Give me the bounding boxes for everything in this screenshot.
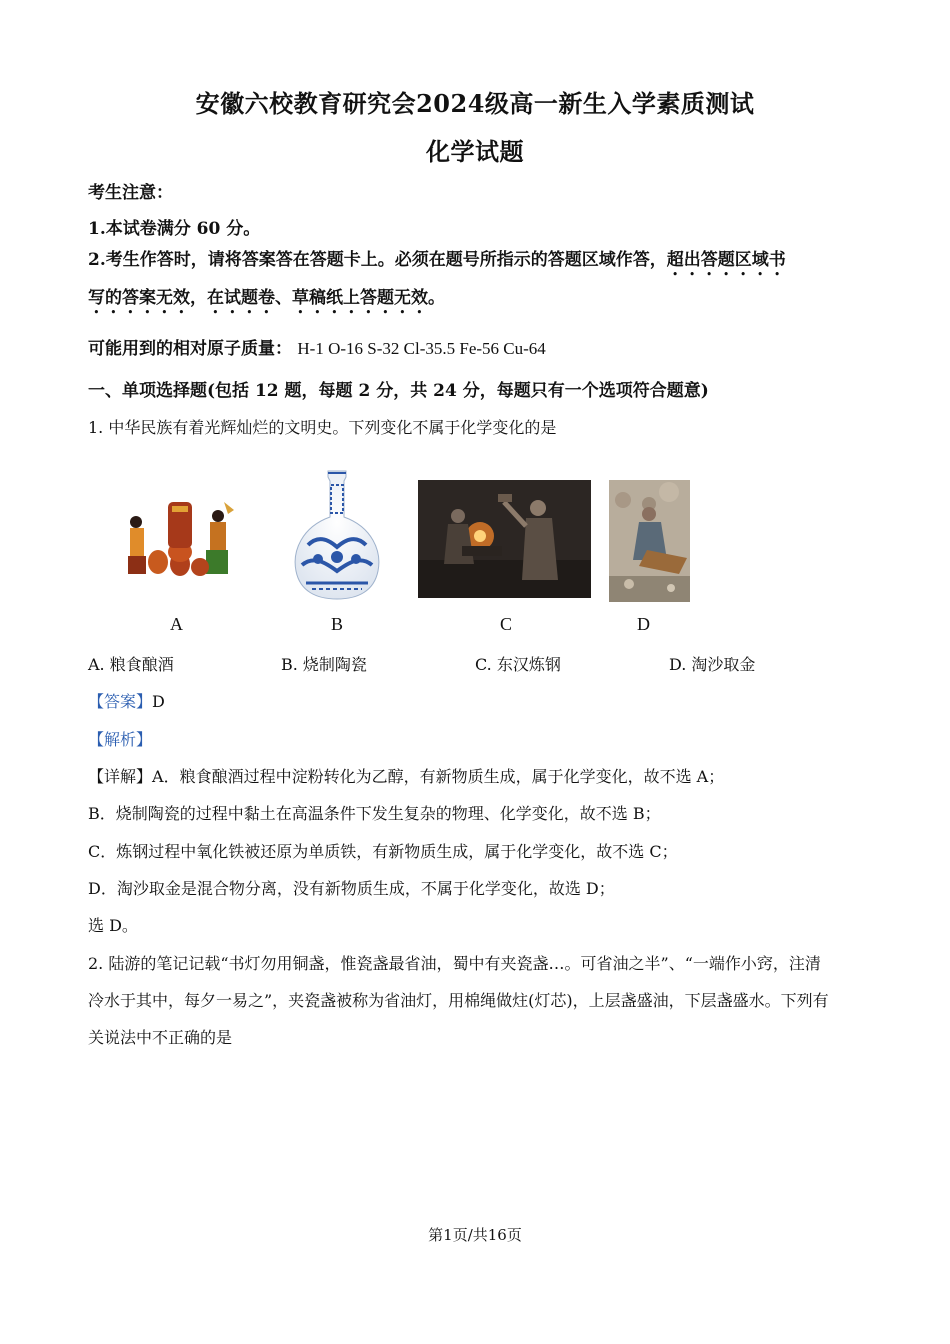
question-2-line-1: 2. 陆游的笔记记载“书灯勿用铜盏，惟瓷盏最省油，蜀中有夹瓷盏…。可省油之半”、“一端作小窍，注清 <box>88 954 821 973</box>
detail-c: C．炼钢过程中氧化铁被还原为单质铁，有新物质生成，属于化学变化，故不选 C； <box>88 842 678 861</box>
notice-item-2-line-1 <box>88 247 786 280</box>
page-subtitle: 化学试题 <box>426 137 524 166</box>
detail-b: B．烧制陶瓷的过程中黏土在高温条件下发生复杂的物理、化学变化，故不选 B； <box>88 804 661 823</box>
option-b: B. 烧制陶瓷 <box>281 655 367 674</box>
detail-a <box>88 765 724 789</box>
notice-item-2-prefix: 2.考生作答时，请将答案答在答题卡上。必须在题号所指示的答题区域作答， <box>88 250 667 270</box>
detail-a-text: A．粮食酿酒过程中淀粉转化为乙醇，有新物质生成，属于化学变化，故不选 A； <box>152 767 725 786</box>
answer-line <box>88 690 165 714</box>
notice-item-2-line-2 <box>88 285 445 318</box>
image-b-porcelain-vase <box>288 467 386 605</box>
image-label-b: B <box>331 614 344 634</box>
section-heading: 一、单项选择题(包括 12 题，每题 2 分，共 24 分，每题只有一个选项符合题意) <box>88 381 709 401</box>
option-d: D. 淘沙取金 <box>669 655 756 674</box>
image-a-brewing <box>120 492 238 582</box>
notice-item-2-suffix: 。 <box>428 288 445 308</box>
detail-label: 【详解】 <box>88 767 153 786</box>
detail-d: D．淘沙取金是混合物分离，没有新物质生成，不属于化学变化，故选 D； <box>88 879 615 898</box>
question-2-line-2: 冷水于其中，每夕一易之”，夹瓷盏被称为省油灯，用棉绳做炷(灯芯)，上层盏盛油，下层盏盛水。下列有 <box>88 991 829 1010</box>
image-label-a: A <box>170 614 183 634</box>
notice-heading: 考生注意： <box>88 183 173 203</box>
question-2-line-3: 关说法中不正确的是 <box>88 1028 233 1047</box>
answer-label: 【答案】 <box>88 692 153 711</box>
option-c: C. 东汉炼钢 <box>475 655 561 674</box>
image-c-steel-forging <box>418 480 591 598</box>
notice-item-2-emphasis-1: 超出答题区域书 <box>666 250 786 270</box>
image-label-d: D <box>637 614 650 634</box>
image-label-c: C <box>500 614 513 634</box>
image-d-gold-panning <box>609 480 690 602</box>
page-title: 安徽六校教育研究会2024级高一新生入学素质测试 <box>195 89 755 118</box>
atomic-masses-label: 可能用到的相对原子质量： <box>88 339 292 359</box>
notice-item-2-emphasis-2: 写的答案无效，在试题卷、草稿纸上答题无效 <box>88 288 428 308</box>
answer-value: D <box>152 692 165 711</box>
atomic-masses <box>88 334 546 359</box>
option-a: A. 粮食酿酒 <box>88 655 174 674</box>
analysis-label: 【解析】 <box>88 730 153 749</box>
question-1-stem: 1. 中华民族有着光辉灿烂的文明史。下列变化不属于化学变化的是 <box>88 418 557 437</box>
notice-item-1: 1.本试卷满分 60 分。 <box>88 219 261 239</box>
conclusion: 选 D。 <box>88 916 138 935</box>
atomic-masses-values: H-1 O-16 S-32 Cl-35.5 Fe-56 Cu-64 <box>297 339 546 358</box>
page-number: 第1页/共16页 <box>428 1226 522 1244</box>
